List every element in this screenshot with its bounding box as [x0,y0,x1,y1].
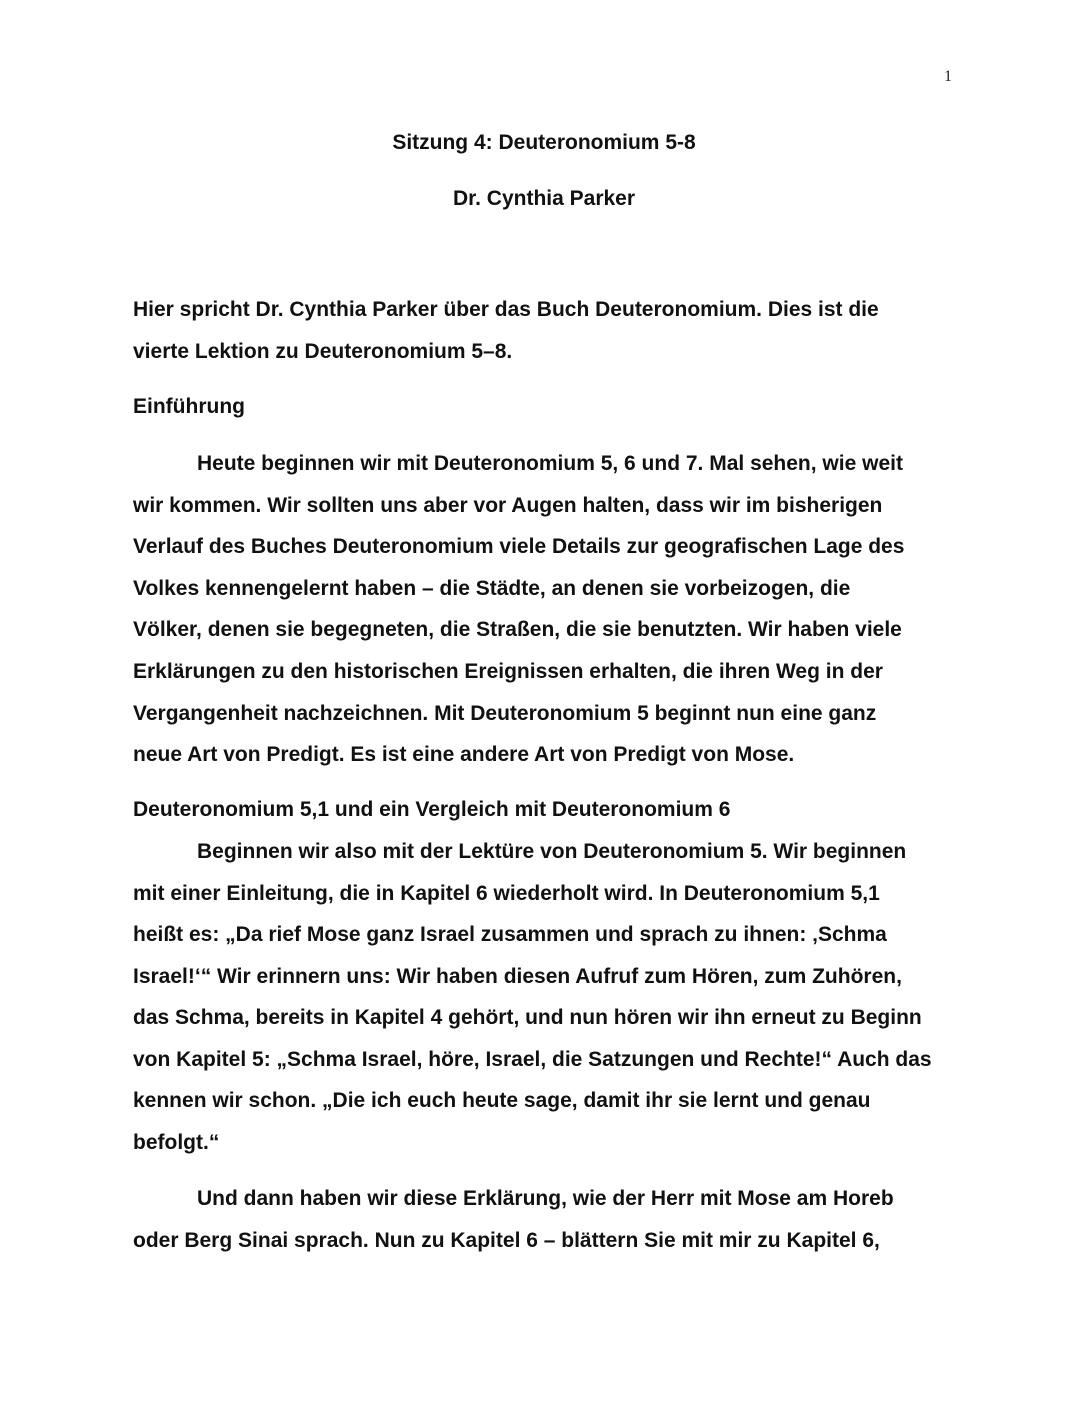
paragraph-deuteronomium-5-1 [133,831,963,1163]
paragraph-line: mit einer Einleitung, die in Kapitel 6 wiederholt wird. In Deuteronomium 5,1 [133,881,880,905]
paragraph-line: das Schma, bereits in Kapitel 4 gehört, und nun hören wir ihn erneut zu Beginn [133,1006,922,1029]
section-heading-deuteronomium-5-1: Deuteronomium 5,1 und ein Vergleich mit Deuteronomium 6 [133,798,731,821]
paragraph-line: wir kommen. Wir sollten uns aber vor Augen halten, dass wir im bisherigen [133,493,883,517]
paragraph-line: oder Berg Sinai sprach. Nun zu Kapitel 6 – blättern Sie mit mir zu Kapitel 6, [133,1228,880,1252]
page-number: 1 [944,68,952,85]
paragraph-line: Hier spricht Dr. Cynthia Parker über das Buch Deuteronomium. Dies ist die [133,298,879,321]
paragraph-line: kennen wir schon. „Die ich euch heute sage, damit ihr sie lernt und genau [133,1089,871,1112]
paragraph-line: heißt es: „Da rief Mose ganz Israel zusammen und sprach zu ihnen: ‚Schma [133,923,887,946]
author-name: Dr. Cynthia Parker [452,187,636,210]
paragraph-line: Vergangenheit nachzeichnen. Mit Deuteronomium 5 beginnt nun eine ganz [133,701,877,725]
paragraph-line: Israel!‘“ Wir erinnern uns: Wir haben diesen Aufruf zum Hören, zum Zuhören, [133,964,902,988]
paragraph-line: Verlauf des Buches Deuteronomium viele Details zur geografischen Lage des [133,535,905,559]
paragraph-line: Erklärungen zu den historischen Ereignissen erhalten, die ihren Weg in der [133,659,883,683]
paragraph-line: Und dann haben wir diese Erklärung, wie der Herr mit Mose am Horeb [197,1187,894,1210]
document-title: Sitzung 4: Deuteronomium 5-8 [392,131,696,154]
paragraph-line: Volkes kennengelernt haben – die Städte, an denen sie vorbeizogen, die [133,576,851,600]
section-heading-einfuehrung: Einführung [133,395,245,418]
paragraph-line: Völker, denen sie begegneten, die Straßen, die sie benutzten. Wir haben viele [133,618,902,642]
paragraph-line: Beginnen wir also mit der Lektüre von Deuteronomium 5. Wir beginnen [197,840,907,863]
paragraph-line: vierte Lektion zu Deuteronomium 5–8. [133,339,513,363]
intro-paragraph [133,289,963,372]
paragraph-line: befolgt.“ [133,1130,220,1154]
paragraph-einfuehrung [133,443,963,776]
paragraph-line: von Kapitel 5: „Schma Israel, höre, Israel, die Satzungen und Rechte!“ Auch das [133,1047,932,1071]
paragraph-horeb [133,1178,963,1261]
paragraph-line: Heute beginnen wir mit Deuteronomium 5, 6 und 7. Mal sehen, wie weit [197,452,903,475]
paragraph-line: neue Art von Predigt. Es ist eine andere Art von Predigt von Mose. [133,743,795,767]
